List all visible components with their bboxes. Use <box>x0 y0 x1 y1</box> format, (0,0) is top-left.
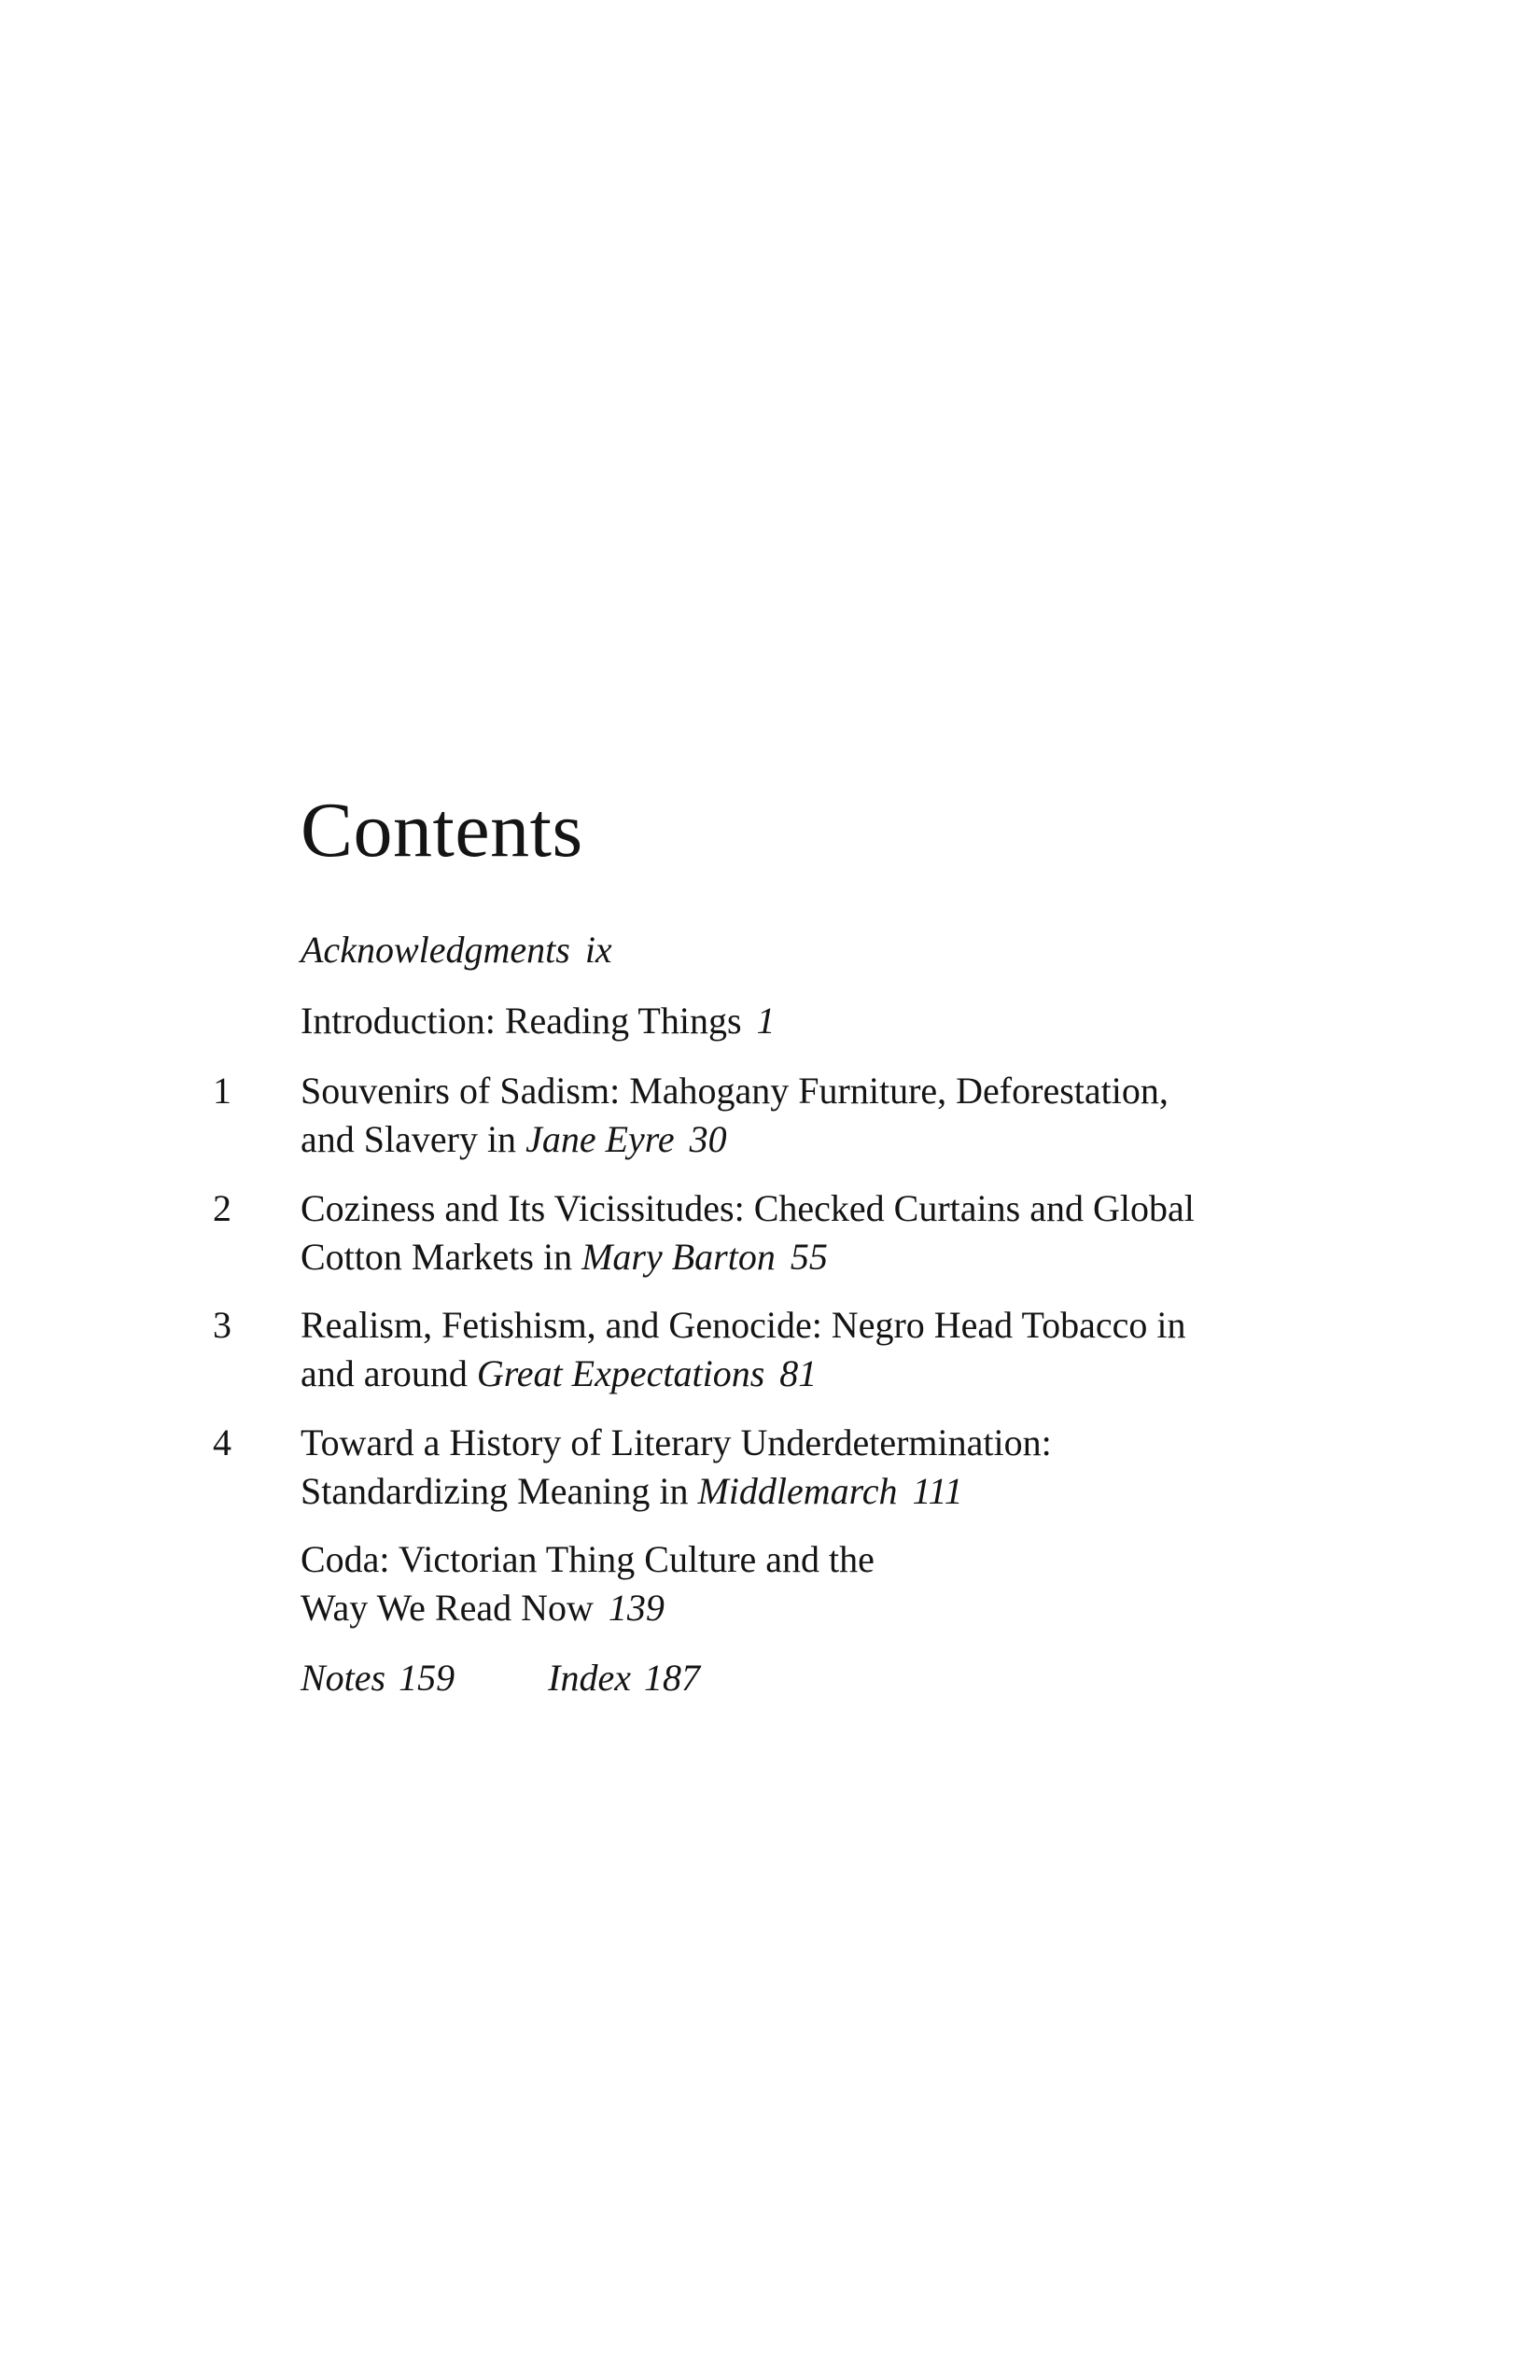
chapter-number: 4 <box>213 1421 231 1463</box>
toc-page-number: 111 <box>912 1470 963 1512</box>
toc-page-number: 187 <box>643 1657 700 1699</box>
toc-entry-index[interactable]: Index <box>548 1657 631 1699</box>
toc-entry-line <box>301 1115 1271 1164</box>
toc-entry-chapter-1[interactable] <box>301 1067 1271 1164</box>
toc-page-number: 159 <box>399 1657 455 1699</box>
toc-entry-line: Coziness and Its Vicissitudes: Checked Curtains and Global <box>301 1187 1195 1229</box>
toc-entry-line: Toward a History of Literary Underdetermination: <box>301 1421 1052 1463</box>
toc-entry-notes-index <box>301 1654 1271 1702</box>
toc-entry-text: Cotton Markets in <box>301 1236 582 1278</box>
toc-entry-title: Introduction: Reading Things <box>301 1000 742 1042</box>
work-title: Mary Barton <box>581 1236 776 1278</box>
toc-page-number: ix <box>584 929 612 971</box>
toc-entry-line <box>301 1233 1271 1281</box>
toc-entry-chapter-3[interactable] <box>301 1301 1271 1398</box>
toc-entry-acknowledgments[interactable] <box>301 926 1271 974</box>
toc-page-number: 81 <box>779 1352 818 1394</box>
chapter-number: 3 <box>213 1304 231 1346</box>
toc-entry-line: Coda: Victorian Thing Culture and the <box>301 1538 875 1580</box>
toc-entry-notes[interactable]: Notes <box>301 1657 386 1699</box>
toc-entry-text: and Slavery in <box>301 1118 526 1160</box>
toc-entry-text: and around <box>301 1352 477 1394</box>
toc-entry-title: Acknowledgments <box>301 929 570 971</box>
toc-entry-line: Realism, Fetishism, and Genocide: Negro Head Tobacco in <box>301 1304 1186 1346</box>
work-title: Middlemarch <box>697 1470 898 1512</box>
toc-entry-text: Way We Read Now <box>301 1587 594 1629</box>
chapter-number: 2 <box>213 1187 231 1229</box>
chapter-number: 1 <box>213 1070 231 1112</box>
work-title: Jane Eyre <box>525 1118 675 1160</box>
page-title: Contents <box>301 787 583 874</box>
toc-page-number: 139 <box>608 1587 665 1629</box>
toc-entry-chapter-2[interactable] <box>301 1184 1271 1281</box>
toc-entry-line <box>301 1467 1271 1516</box>
toc-entry-line <box>301 1584 1271 1632</box>
toc-page-number: 55 <box>790 1236 828 1278</box>
toc-entry-chapter-4[interactable] <box>301 1419 1271 1516</box>
work-title: Great Expectations <box>476 1352 765 1394</box>
toc-page-number: 30 <box>689 1118 727 1160</box>
toc-entry-line: Souvenirs of Sadism: Mahogany Furniture, Deforestation, <box>301 1070 1169 1112</box>
toc-entry-introduction[interactable] <box>301 997 1271 1045</box>
toc-page-number: 1 <box>756 1000 776 1042</box>
toc-entry-text: Standardizing Meaning in <box>301 1470 698 1512</box>
toc-entry-line <box>301 1350 1271 1398</box>
toc-entry-coda[interactable] <box>301 1535 1271 1632</box>
